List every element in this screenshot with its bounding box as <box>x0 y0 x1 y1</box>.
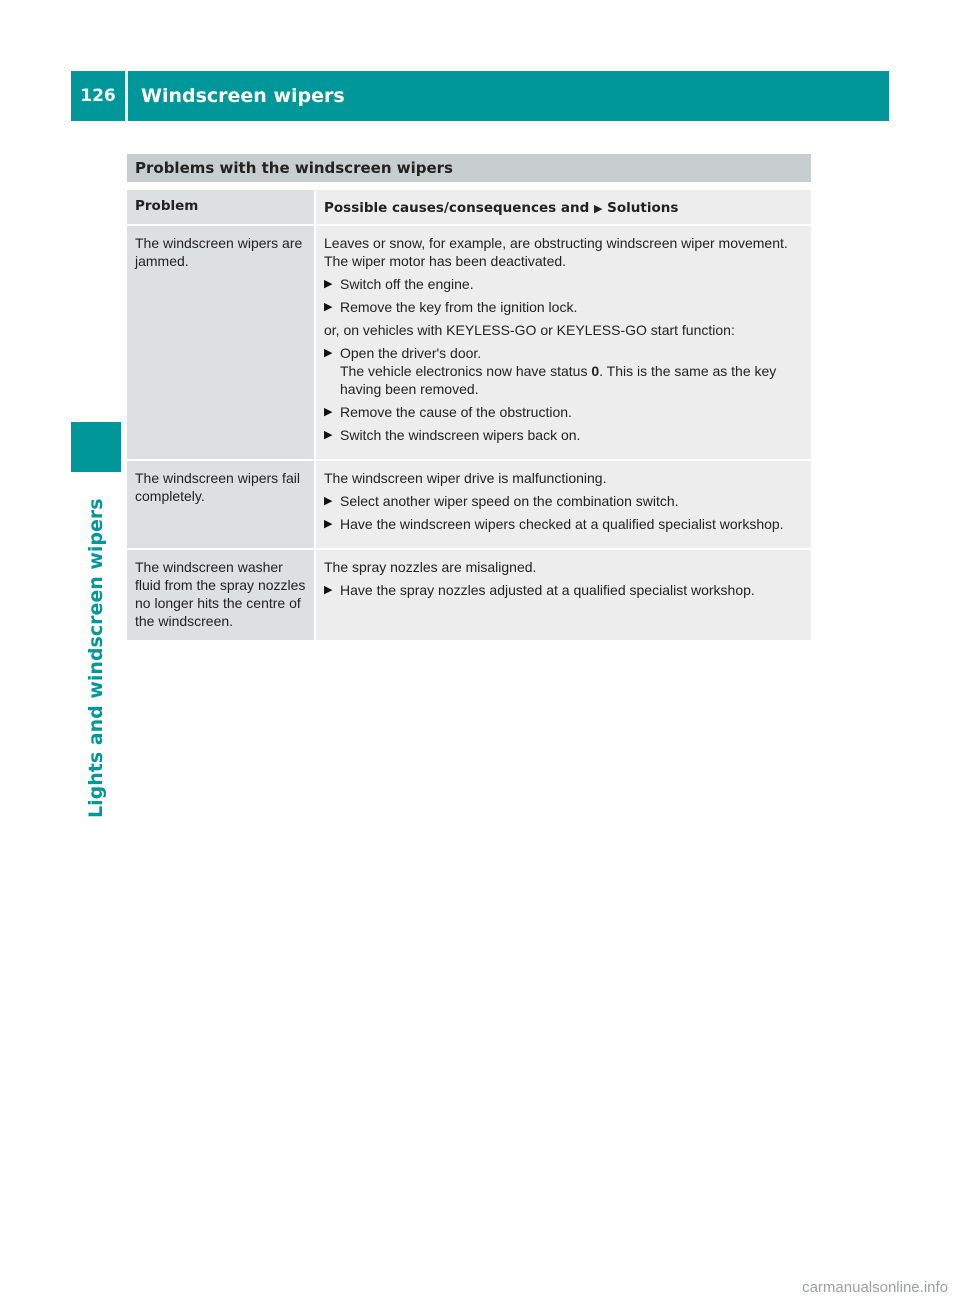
step-text: Have the spray nozzles adjusted at a qualified specialist workshop. <box>340 582 755 598</box>
watermark: carmanualsonline.info <box>802 1279 948 1296</box>
cause-text: The windscreen wiper drive is malfunctioning. <box>324 470 607 486</box>
table-row <box>127 226 811 461</box>
arrow-right-icon: ▶ <box>594 202 603 215</box>
page-header <box>71 71 889 121</box>
step-text: Select another wiper speed on the combination switch. <box>340 493 679 509</box>
solution-cell <box>316 226 811 459</box>
note-text: or, on vehicles with KEYLESS-GO or KEYLESS-GO start function: <box>324 322 735 338</box>
step-main: Open the driver's door. <box>340 345 482 361</box>
step-text: Remove the key from the ignition lock. <box>340 299 578 315</box>
side-tab-marker <box>71 422 121 472</box>
cause-text: The spray nozzles are misaligned. <box>324 559 537 575</box>
step-detail: The vehicle electronics now have status <box>340 363 588 379</box>
page-number: 126 <box>80 86 116 106</box>
step-item <box>324 492 803 510</box>
cause-text: Leaves or snow, for example, are obstructing windscreen wiper movement. The wiper motor has been deactivated. <box>324 235 788 269</box>
table-title: Problems with the windscreen wipers <box>127 154 811 182</box>
header-divider <box>125 71 128 121</box>
step-text: Remove the cause of the obstruction. <box>340 404 572 420</box>
header-problem: Problem <box>127 190 316 224</box>
chapter-label: Lights and windscreen wipers <box>85 498 107 818</box>
problems-table <box>127 154 811 642</box>
step-item <box>324 344 803 398</box>
problem-cell: The windscreen wipers fail completely. <box>127 461 316 548</box>
step-detail-end: . This is the same as the key having been removed. <box>340 363 777 397</box>
table-header-row <box>127 190 811 226</box>
solution-cell <box>316 461 811 548</box>
step-item <box>324 426 803 444</box>
step-item <box>324 581 803 599</box>
section-title: Windscreen wipers <box>141 85 345 107</box>
status-value: 0 <box>591 363 600 379</box>
arrow-right-icon: ▶ <box>324 429 333 441</box>
problem-cell: The windscreen wipers are jammed. <box>127 226 316 459</box>
step-text: Have the windscreen wipers checked at a qualified specialist workshop. <box>340 516 784 532</box>
arrow-right-icon: ▶ <box>324 584 333 596</box>
header-solution-label: Possible causes/consequences and <box>324 200 590 216</box>
arrow-right-icon: ▶ <box>324 495 333 507</box>
step-text: Switch off the engine. <box>340 276 474 292</box>
arrow-right-icon: ▶ <box>324 406 333 418</box>
header-solution <box>316 190 811 224</box>
header-solutions-label: Solutions <box>607 200 679 216</box>
problem-cell: The windscreen washer fluid from the spray nozzles no longer hits the centre of the windscreen. <box>127 550 316 640</box>
solution-cell <box>316 550 811 640</box>
table-row <box>127 461 811 550</box>
arrow-right-icon: ▶ <box>324 347 333 359</box>
arrow-right-icon: ▶ <box>324 301 333 313</box>
step-text: Switch the windscreen wipers back on. <box>340 427 581 443</box>
step-item <box>324 298 803 316</box>
step-text <box>340 344 803 398</box>
arrow-right-icon: ▶ <box>324 518 333 530</box>
arrow-right-icon: ▶ <box>324 278 333 290</box>
step-item <box>324 403 803 421</box>
table-row <box>127 550 811 642</box>
step-item <box>324 515 803 533</box>
step-item <box>324 275 803 293</box>
